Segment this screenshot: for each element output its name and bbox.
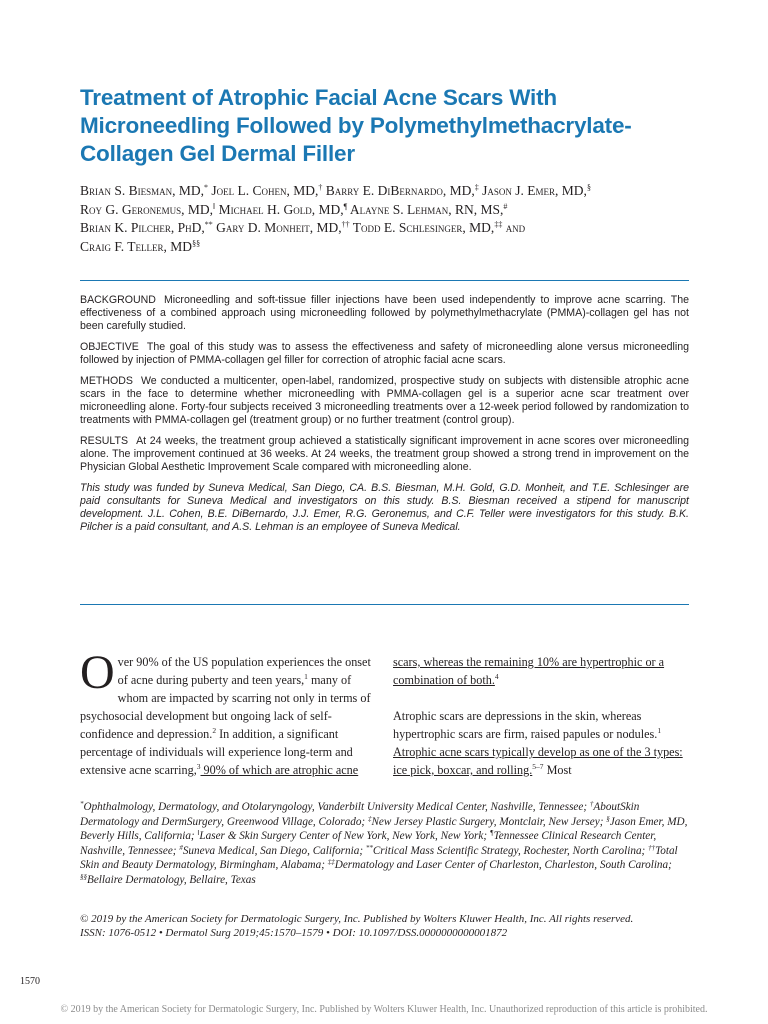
- citation-link[interactable]: 1: [657, 726, 662, 735]
- affiliation-mark: ¶: [489, 829, 494, 838]
- affiliation-mark: §: [606, 814, 610, 823]
- article-title: Treatment of Atrophic Facial Acne Scars With Microneedling Followed by Polymethylmethacrylate-Collagen Gel Dermal Filler: [80, 85, 632, 166]
- abstract-results: RESULTS At 24 weeks, the treatment group achieved a statistically significant improvement in acne scores over microneedling alone. The improvement continued at 36 weeks. At 24 weeks, the treatment group showed a strong trend in improvement on the Physician Global Aesthetic Improvement Scale compared with microneedling alone.: [80, 435, 689, 473]
- affiliation-mark: *: [80, 800, 84, 808]
- author-name: Craig F. Teller, MD: [80, 238, 193, 254]
- author-affiliation-mark: §§: [192, 238, 201, 248]
- author-affiliation-mark: ††: [341, 220, 350, 229]
- affiliation-text: Total Skin and Beauty Dermatology, Birmingham, Alabama;: [80, 844, 678, 872]
- author-name: Alayne S. Lehman, RN, MS,: [349, 201, 504, 217]
- author-name: Jason J. Emer, MD,: [482, 183, 587, 198]
- affiliation-text: New Jersey Plastic Surgery, Montclair, New Jersey;: [371, 815, 607, 828]
- scar-types-paragraph: Atrophic scars are depressions in the skin, whereas hypertrophic scars are firm, raised papules or nodules.$^1$ Atrophic acne scars typically develop as one of the 3 types: ice pick, boxcar, and rolling.$^{5-7}$ Most: [393, 709, 683, 777]
- affiliation-text: Bellaire Dermatology, Bellaire, Texas: [87, 873, 256, 886]
- author-affiliation-mark: **: [204, 220, 213, 229]
- affiliation-text: Dermatology and Laser Center of Charleston, Charleston, South Carolina;: [334, 859, 672, 872]
- affiliation-text: Critical Mass Scientific Strategy, Rochester, North Carolina;: [372, 844, 649, 857]
- affiliation-mark: §§: [80, 872, 87, 881]
- affiliation-text: Laser & Skin Surgery Center of New York, New York, New York;: [199, 830, 490, 843]
- issn-doi-line: ISSN: 1076-0512 • Dermatol Surg 2019;45:1570–1579 • DOI: 10.1097/DSS.0000000000001872: [80, 927, 508, 939]
- author-name: and: [505, 220, 526, 235]
- abstract-objective: OBJECTIVE The goal of this study was to assess the effectiveness and safety of microneedling alone versus microneedling followed by injection of PMMA-collagen gel filler for correction of atrophic facial acne scars.: [80, 341, 689, 366]
- citation-link[interactable]: 5–7: [532, 762, 544, 771]
- affiliation-text: Tennessee Clinical Research Center, Nashville, Tennessee;: [80, 830, 657, 857]
- affiliation-text: Jason Emer, MD, Beverly Hills, California;: [80, 815, 688, 843]
- citation-link[interactable]: 1: [304, 672, 308, 681]
- affiliation-text: Suneva Medical, San Diego, California;: [182, 844, 366, 857]
- author-name: Brian S. Biesman, MD,: [80, 183, 205, 198]
- affiliation-text: AboutSkin Dermatology and DermSurgery, Greenwood Village, Colorado;: [80, 801, 640, 828]
- intro-paragraph: Over 90% of the US population experiences the onset of acne during puberty and teen years,$^1$ many of whom are impacted by scarring not only in terms of psychosocial development but ongoing lack of self-confidence and depression.$^2$ In addition, a significant percentage of individuals will experience long-term and extensive acne scarring,$^3$ 90% of which are atrophic acne: [80, 646, 371, 777]
- drop-cap: O: [80, 646, 115, 699]
- funding-statement: This study was funded by Suneva Medical, San Diego, CA. B.S. Biesman, M.H. Gold, G.D. Monheit, and T.E. Schlesinger are paid consultants for Suneva Medical and investigators on this study. B.S. Biesman received a stipend for manuscript development. J.L. Cohen, B.E. DiBernardo, J.J. Emer, R.G. Geronemus, and C.F. Teller were investigators for this study. B.K. Pilcher is a paid consultant, and A.S. Lehman is an employee of Suneva Medical.: [80, 482, 689, 533]
- abstract: [80, 294, 689, 542]
- author-name: Michael H. Gold, MD,: [218, 201, 344, 217]
- author-affiliation-mark: ‡‡: [494, 220, 503, 229]
- affiliation-mark: **: [365, 843, 373, 852]
- citation-link[interactable]: 4: [494, 672, 499, 681]
- author-affiliation-mark: §: [586, 183, 591, 192]
- author-affiliation-mark: ‡: [474, 183, 479, 192]
- author-name: Joel L. Cohen, MD,: [211, 183, 319, 198]
- copyright-line: © 2019 by the American Society for Dermatologic Surgery, Inc. Published by Wolters Kluwer Health, Inc. All rights reserved.: [80, 913, 634, 925]
- affiliation-mark: ††: [648, 843, 656, 852]
- body-column-left: [80, 646, 376, 779]
- page-number: 1570: [20, 976, 40, 987]
- author-name: Roy G. Geronemus, MD,: [80, 201, 214, 217]
- affiliation-mark: †: [589, 800, 594, 808]
- abstract-background: BACKGROUND Microneedling and soft-tissue filler injections have been used independently to improve acne scarring. The effectiveness of a combined approach using microneedling followed by polymethylmethacrylate (PMMA)-collagen gel has not been carefully studied.: [80, 294, 689, 332]
- body-column-right: [393, 653, 689, 779]
- author-name: Brian K. Pilcher, PhD,: [80, 220, 205, 235]
- author-affiliation-mark: #: [503, 201, 508, 211]
- top-divider: [80, 280, 689, 281]
- affiliation-mark: ‡‡: [327, 858, 335, 867]
- affiliation-text: Ophthalmology, Dermatology, and Otolaryngology, Vanderbilt University Medical Center, Nashville, Tennessee;: [83, 801, 590, 813]
- bottom-divider: [80, 604, 689, 605]
- affiliations: [80, 800, 690, 888]
- affiliation-mark: ‖: [197, 829, 200, 838]
- author-affiliation-mark: *: [204, 183, 209, 192]
- author-affiliation-mark: ‖: [213, 201, 216, 211]
- author-list: [80, 182, 720, 256]
- author-affiliation-mark: ¶: [343, 201, 348, 211]
- citation-link[interactable]: 2: [212, 726, 217, 735]
- abstract-methods: METHODS We conducted a multicenter, open-label, randomized, prospective study on subjects with distensible atrophic acne scars in the face to determine whether microneedling with PMMA-collagen gel is a superior acne scar treatment over microneedling alone. Forty-four subjects received 3 microneedling treatments over a 12-week period followed by randomization to treatments with PMMA-collagen gel (treatment group) or no further treatment (control group).: [80, 375, 689, 426]
- author-name: Gary D. Monheit, MD,: [216, 220, 342, 235]
- affiliation-mark: #: [179, 843, 183, 852]
- continued-paragraph: scars, whereas the remaining 10% are hypertrophic or a combination of both.$^4$: [393, 655, 665, 687]
- author-affiliation-mark: †: [318, 183, 323, 192]
- page-footer: © 2019 by the American Society for Dermatologic Surgery, Inc. Published by Wolters Kluwer Health, Inc. Unauthorized reproduction of this article is prohibited.: [60, 1004, 708, 1015]
- author-name: Todd E. Schlesinger, MD,: [352, 220, 495, 235]
- author-name: Barry E. DiBernardo, MD,: [325, 183, 475, 198]
- copyright-notice: [80, 912, 690, 940]
- affiliation-mark: ‡: [367, 814, 372, 823]
- citation-link[interactable]: 3: [196, 762, 201, 771]
